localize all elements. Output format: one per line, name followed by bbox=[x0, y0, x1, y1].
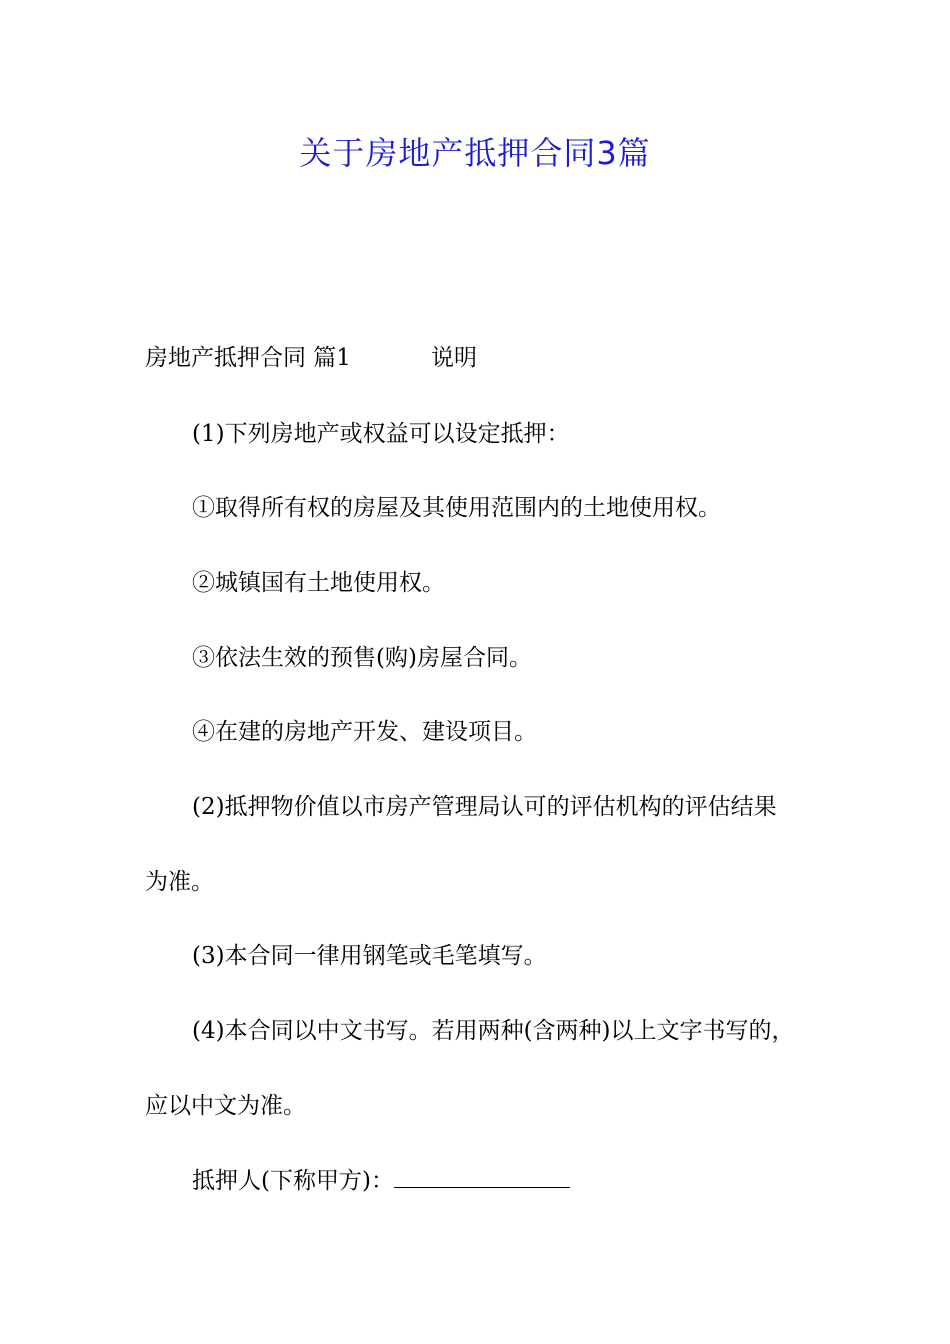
document-title: 关于房地产抵押合同3篇 bbox=[299, 134, 651, 172]
list-item-3: ③依法生效的预售(购)房屋合同。 bbox=[192, 645, 532, 671]
paragraph-item-3: (3)本合同一律用钢笔或毛笔填写。 bbox=[192, 943, 547, 969]
list-item-4: ④在建的房地产开发、建设项目。 bbox=[192, 719, 537, 745]
section-subheading: 说明 bbox=[430, 345, 477, 371]
list-item-1: ①取得所有权的房屋及其使用范围内的土地使用权。 bbox=[192, 495, 721, 521]
paragraph-item-4: (4)本合同以中文书写。若用两种(含两种)以上文字书写的， bbox=[192, 1018, 795, 1044]
section-heading-line bbox=[145, 340, 825, 376]
paragraph-item-4-continuation: 应以中文为准。 bbox=[145, 1093, 306, 1119]
mortgagor-line bbox=[192, 1163, 872, 1199]
paragraph-item-2: (2)抵押物价值以市房产管理局认可的评估机构的评估结果 bbox=[192, 794, 777, 820]
section-heading: 房地产抵押合同 篇1 bbox=[145, 345, 351, 371]
paragraph-item-2-continuation: 为准。 bbox=[145, 869, 214, 895]
paragraph-item-1: (1)下列房地产或权益可以设定抵押： bbox=[192, 421, 570, 447]
mortgagor-blank-field bbox=[394, 1163, 570, 1188]
mortgagor-label: 抵押人(下称甲方)： bbox=[192, 1168, 394, 1194]
list-item-2: ②城镇国有土地使用权。 bbox=[192, 570, 445, 596]
